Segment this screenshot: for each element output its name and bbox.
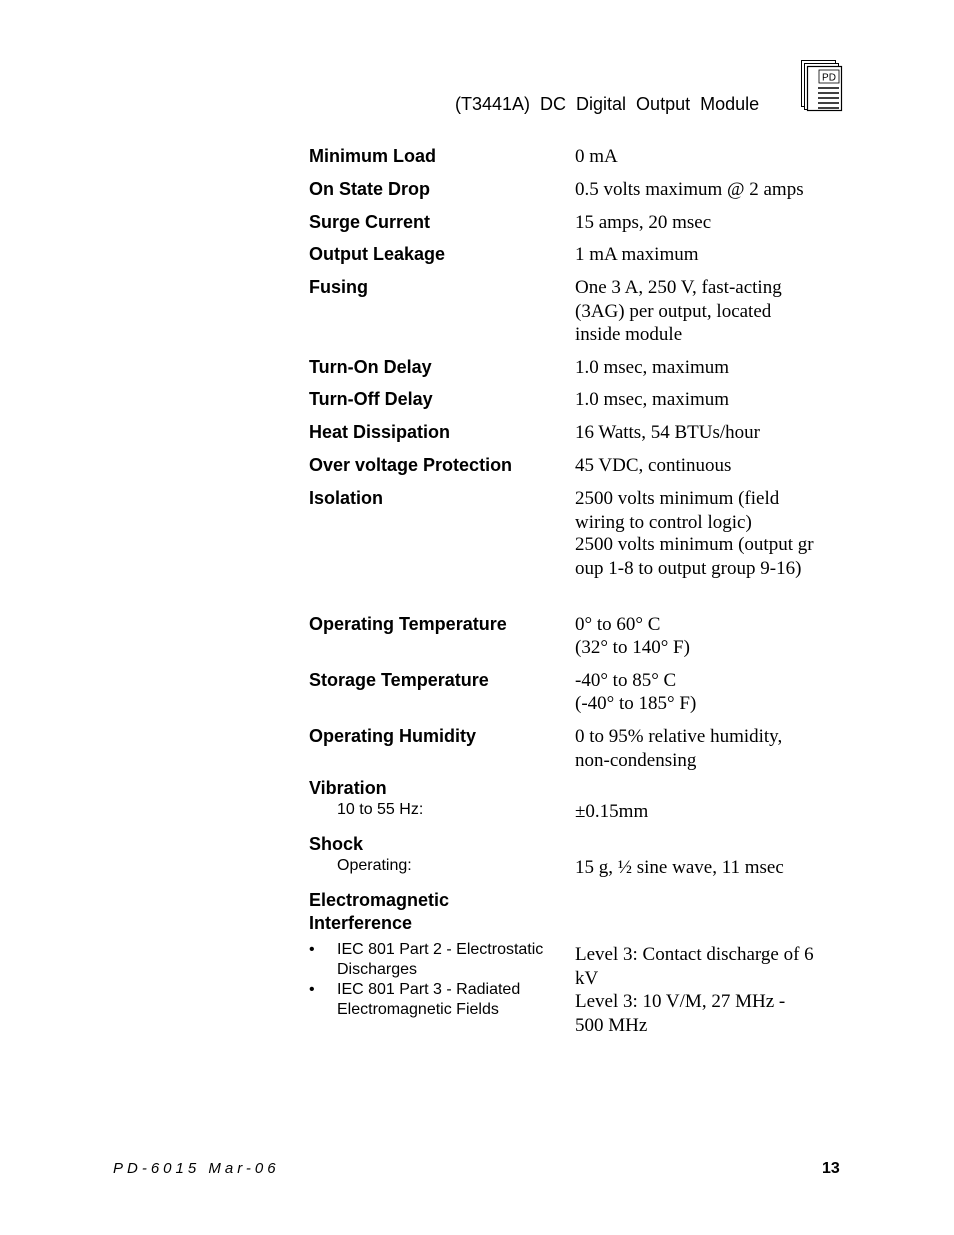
emi-item-text: IEC 801 Part 3 - Radiated Electromagnetic Fields [337,981,521,1018]
spec-label-emi-line2: Interference [309,913,413,933]
spec-label-on-state-drop: On State Drop [309,179,431,199]
spec-label-output-leakage: Output Leakage [309,244,446,264]
spec-label-over-voltage-protection: Over voltage Protection [309,455,513,475]
spec-label-operating-humidity: Operating Humidity [309,726,477,746]
spec-value-operating-temperature-f: (32° to 140° F) [575,637,690,658]
spec-value-on-state-drop: 0.5 volts maximum @ 2 amps [575,179,804,200]
spec-sub-shock: Operating: [337,857,412,874]
spec-value-over-voltage-protection: 45 VDC, continuous [575,455,732,476]
spec-label-operating-temperature: Operating Temperature [309,614,507,634]
spec-label-heat-dissipation: Heat Dissipation [309,422,451,442]
spec-value-vibration: ±0.15mm [575,801,649,822]
spec-label-turn-off-delay: Turn-Off Delay [309,389,433,409]
spec-value-isolation: 2500 volts minimum (field wiring to control logic) [575,488,780,533]
spec-value-isolation-2: 2500 volts minimum (output group 1-8 to output group 9-16) [575,534,814,579]
emi-item-text: IEC 801 Part 2 - Electrostatic Discharges [337,941,544,978]
spec-label-isolation: Isolation [309,488,384,508]
spec-label-emi-line1: Electromagnetic [309,890,450,910]
spec-value-fusing: One 3 A, 250 V, fast-acting (3AG) per output, located inside module [575,277,782,345]
spec-value-operating-humidity: 0 to 95% relative humidity, non-condensing [575,726,783,771]
spec-value-storage-temperature-f: (-40° to 185° F) [575,693,697,714]
page-header-title: (T3441A) DC Digital Output Module [455,94,760,114]
spec-value-heat-dissipation: 16 Watts, 54 BTUs/hour [575,422,760,443]
spec-label-storage-temperature: Storage Temperature [309,670,489,690]
spec-value-shock: 15 g, ½ sine wave, 11 msec [575,857,784,878]
spec-label-turn-on-delay: Turn-On Delay [309,357,432,377]
spec-value-turn-on-delay: 1.0 msec, maximum [575,357,730,378]
spec-label-minimum-load: Minimum Load [309,146,436,166]
spec-label-surge-current: Surge Current [309,212,431,232]
bullet-icon: • [309,941,315,958]
spec-sub-vibration: 10 to 55 Hz: [337,801,424,818]
spec-value-surge-current: 15 amps, 20 msec [575,212,712,233]
emi-item-value: Level 3: Contact discharge of 6 kV [575,944,814,989]
page-number: 13 [822,1160,840,1177]
logo-text: PD [822,72,836,84]
spec-value-operating-temperature: 0° to 60° C [575,614,661,635]
spec-label-vibration: Vibration [309,778,387,798]
spec-value-minimum-load: 0 mA [575,146,618,167]
spec-value-turn-off-delay: 1.0 msec, maximum [575,389,730,410]
emi-item-value: Level 3: 10 V/M, 27 MHz - 500 MHz [575,991,786,1036]
bullet-icon: • [309,981,315,998]
footer-doc-id: PD-6015 Mar-06 [113,1160,280,1177]
spec-label-shock: Shock [309,834,364,854]
spec-value-storage-temperature: -40° to 85° C [575,670,677,691]
spec-value-output-leakage: 1 mA maximum [575,244,699,265]
document-stack-icon [799,58,843,112]
spec-label-fusing: Fusing [309,277,368,297]
